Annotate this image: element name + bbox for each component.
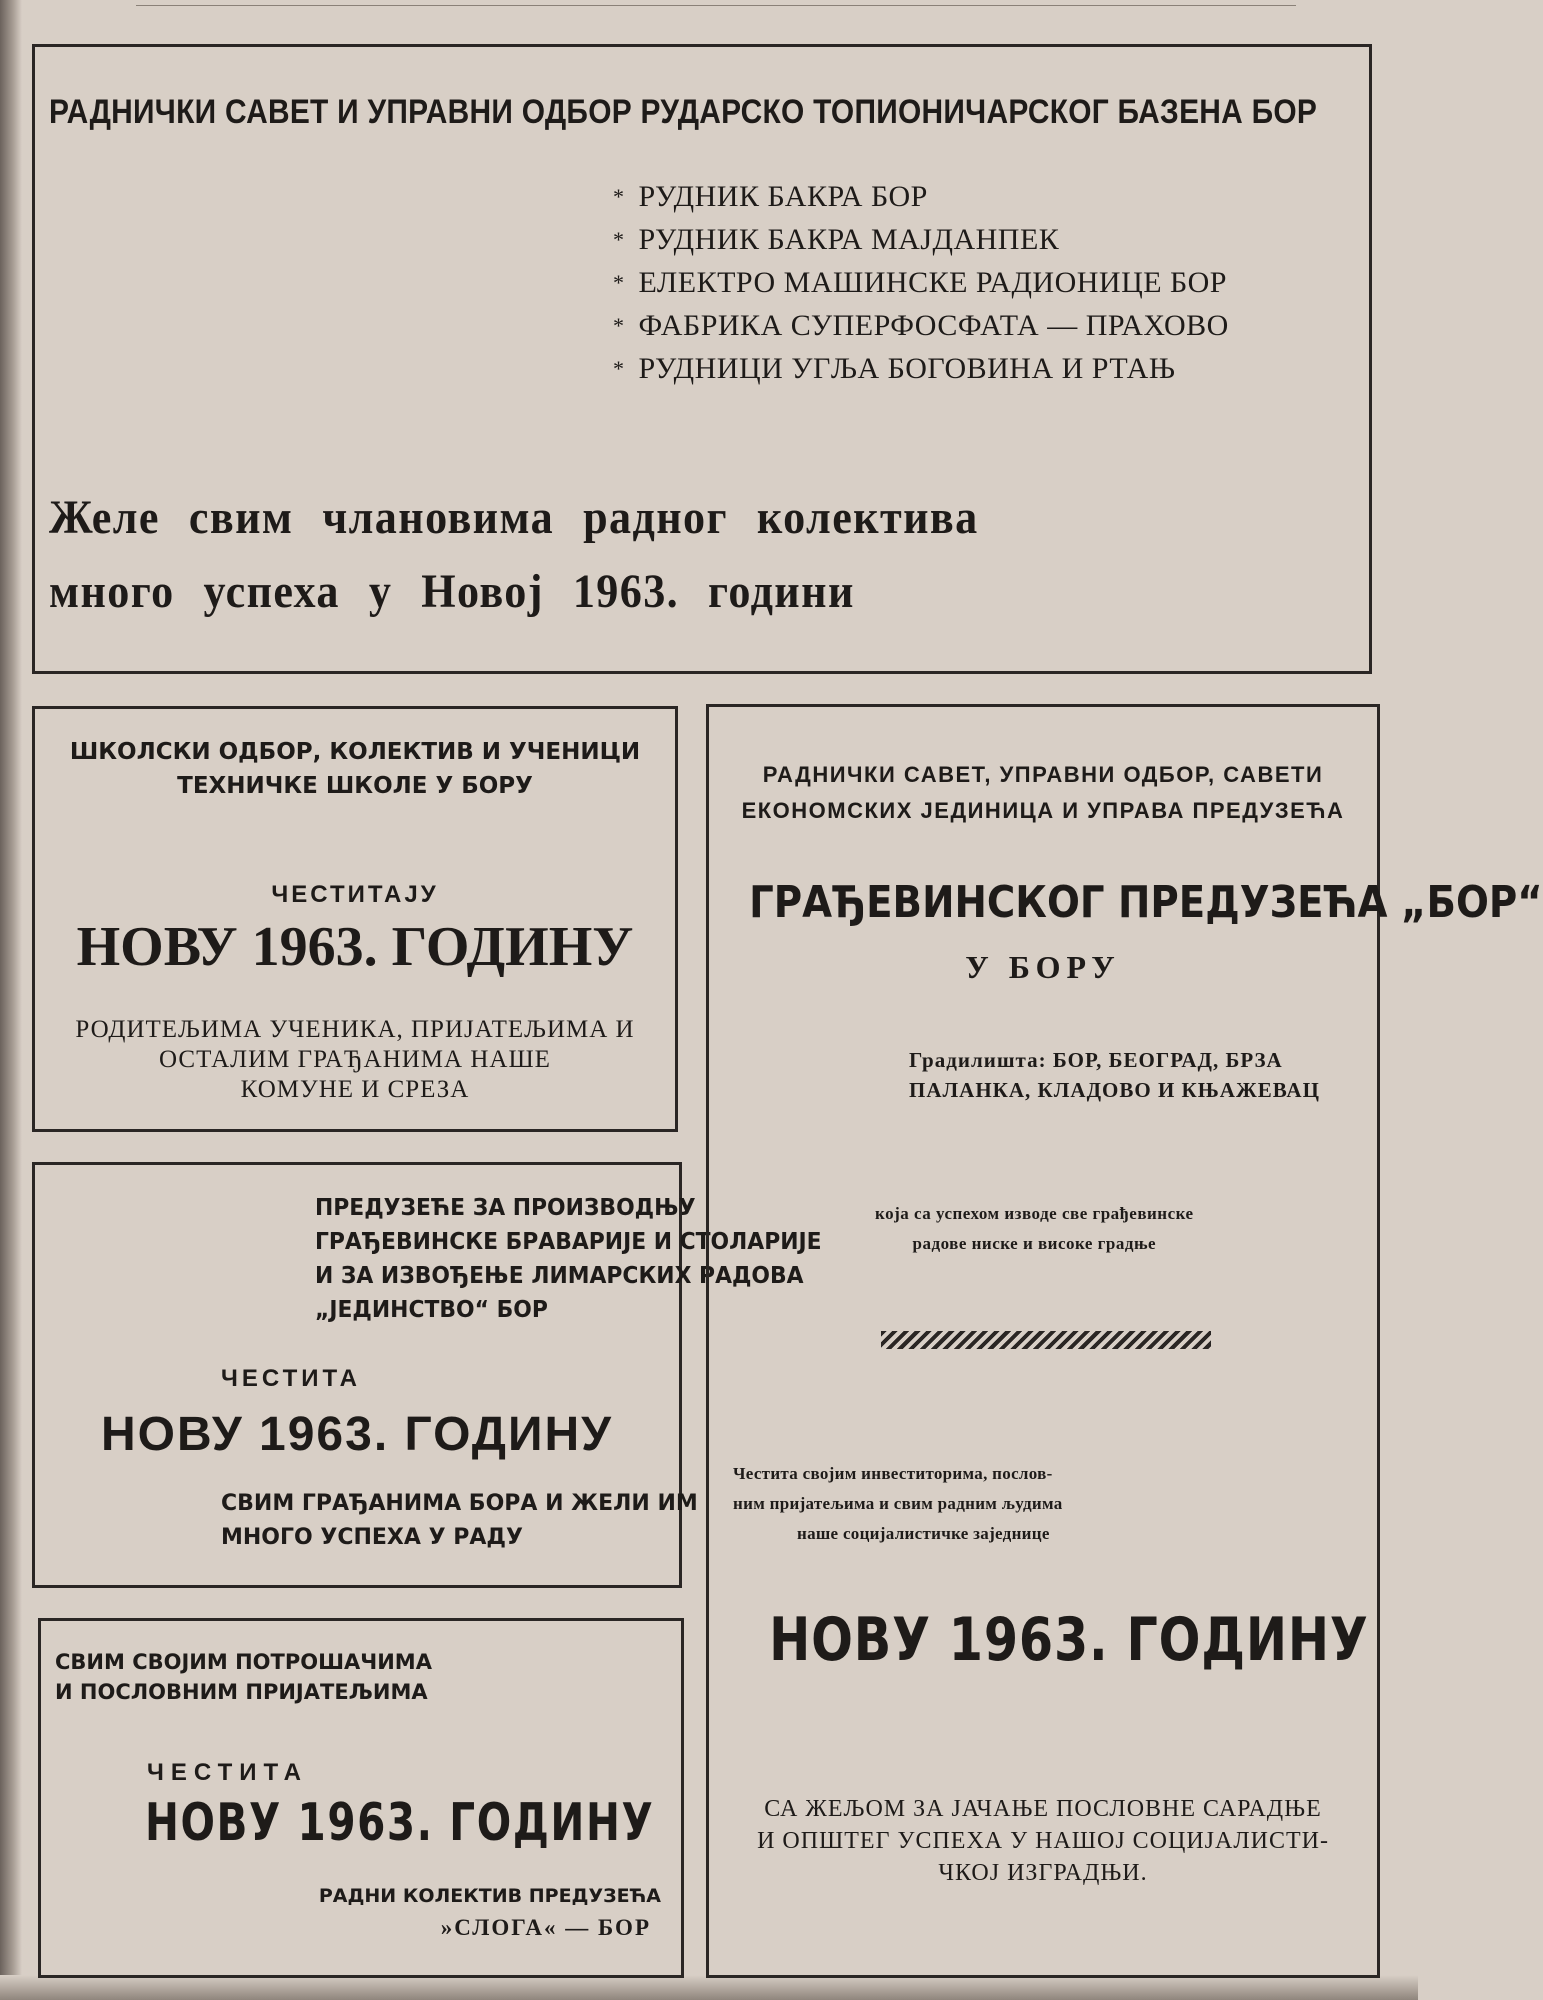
list-item: * РУДНИК БАКРА БОР bbox=[613, 180, 928, 213]
list-item: * ФАБРИКА СУПЕРФОСФАТА — ПРАХОВО bbox=[613, 309, 1229, 342]
hatched-divider bbox=[881, 1331, 1211, 1349]
list-item: * РУДНИЦИ УГЉА БОГОВИНА И РТАЊ bbox=[613, 352, 1176, 385]
ad-technical-school bbox=[32, 706, 678, 1132]
page-bottom-shadow bbox=[0, 1975, 1418, 2000]
ad-jedinstvo bbox=[32, 1162, 822, 1588]
ad-mining-basin bbox=[32, 44, 1372, 674]
ad-mining-units-list bbox=[613, 175, 1229, 390]
list-item: * РУДНИК БАКРА МАЈДАНПЕК bbox=[613, 223, 1060, 256]
ad-construction-company-name: ГРАЂЕВИНСКОГ ПРЕДУЗЕЋА „БОР“ bbox=[749, 877, 1543, 928]
ad-school-recipients: РОДИТЕЉИМА УЧЕНИКА, ПРИЈАТЕЉИМА И ОСТАЛИМ ГРАЂАНИМА НАШЕ КОМУНЕ И СРЕЗА bbox=[75, 1016, 635, 1103]
ad-sloga-signature: РАДНИ КОЛЕКТИВ ПРЕДУЗЕЋА bbox=[318, 1885, 661, 1907]
ad-school-verb: ЧЕСТИТАЈУ bbox=[271, 881, 439, 908]
page-header-strip bbox=[36, 0, 1396, 14]
ad-construction-greeting: НОВУ 1963. ГОДИНУ bbox=[769, 1605, 1369, 1675]
ad-construction-sites: Градилишта: БОР, БЕОГРАД, БРЗА ПАЛАНКА, КЛАДОВО И КЊАЖЕВАЦ bbox=[909, 1048, 1320, 1102]
ad-jedinstvo-verb: ЧЕСТИТА bbox=[221, 1365, 361, 1392]
ad-sloga-greeting: НОВУ 1963. ГОДИНУ bbox=[145, 1793, 655, 1853]
ad-jedinstvo-sender: ПРЕДУЗЕЋЕ ЗА ПРОИЗВОДЊУ ГРАЂЕВИНСКЕ БРАВАРИЈЕ И СТОЛАРИЈЕ И ЗА ИЗВОЂЕЊЕ ЛИМАРСКИХ РАДОВА „ЈЕДИНСТВО“ БОР bbox=[315, 1195, 822, 1323]
ad-mining-wish-line2: много успеха у Новој 1963. години bbox=[49, 565, 855, 618]
ad-jedinstvo-recipients: СВИМ ГРАЂАНИМА БОРА И ЖЕЛИ ИМ МНОГО УСПЕХА У РАДУ bbox=[221, 1491, 698, 1550]
ad-construction-company bbox=[706, 704, 1543, 1978]
page-edge-shadow bbox=[0, 0, 22, 2000]
ad-sloga-company: »СЛОГА« — БОР bbox=[440, 1915, 651, 1940]
ad-construction-city: У БОРУ bbox=[965, 949, 1121, 985]
ad-sloga bbox=[38, 1618, 684, 1978]
asterisk-icon: * bbox=[613, 356, 625, 381]
ad-mining-wish-line1: Желе свим члановима радног колектива bbox=[49, 491, 979, 544]
asterisk-icon: * bbox=[613, 313, 625, 338]
asterisk-icon: * bbox=[613, 184, 625, 209]
ad-school-greeting: НОВУ 1963. ГОДИНУ bbox=[76, 916, 634, 978]
ad-mining-wish bbox=[49, 481, 979, 629]
ad-construction-sender: РАДНИЧКИ САВЕТ, УПРАВНИ ОДБОР, САВЕТИ ЕКОНОМСКИХ ЈЕДИНИЦА И УПРАВА ПРЕДУЗЕЋА bbox=[741, 762, 1345, 823]
ad-construction-congrats: Честита својим инвеститорима, послов- ним пријатељима и свим радним људима наше социјалистичке заједнице bbox=[733, 1464, 1063, 1543]
ad-school-sender: ШКОЛСКИ ОДБОР, КОЛЕКТИВ И УЧЕНИЦИ ТЕХНИЧКЕ ШКОЛЕ У БОРУ bbox=[69, 739, 641, 799]
ad-sloga-recipients: СВИМ СВОЈИМ ПОТРОШАЧИМА И ПОСЛОВНИМ ПРИЈАТЕЉИМА bbox=[55, 1650, 432, 1704]
asterisk-icon: * bbox=[613, 270, 625, 295]
list-item: * ЕЛЕКТРО МАШИНСКЕ РАДИОНИЦЕ БОР bbox=[613, 266, 1227, 299]
asterisk-icon: * bbox=[613, 227, 625, 252]
ad-mining-heading: РАДНИЧКИ САВЕТ И УПРАВНИ ОДБОР РУДАРСКО ТОПИОНИЧАРСКОГ БАЗЕНА БОР bbox=[49, 93, 1318, 131]
ad-sloga-verb: ЧЕСТИТА bbox=[147, 1759, 308, 1786]
ad-construction-closing: СА ЖЕЉОМ ЗА ЈАЧАЊЕ ПОСЛОВНЕ САРАДЊЕ И ОПШТЕГ УСПЕХА У НАШОЈ СОЦИЈАЛИСТИ- ЧКОЈ ИЗГРАДЊИ. bbox=[757, 1796, 1329, 1886]
header-rule bbox=[136, 5, 1296, 6]
ad-construction-works: која са успехом изводе све грађевинске радове ниске и високе градње bbox=[875, 1204, 1194, 1253]
ad-jedinstvo-greeting: НОВУ 1963. ГОДИНУ bbox=[101, 1408, 613, 1461]
